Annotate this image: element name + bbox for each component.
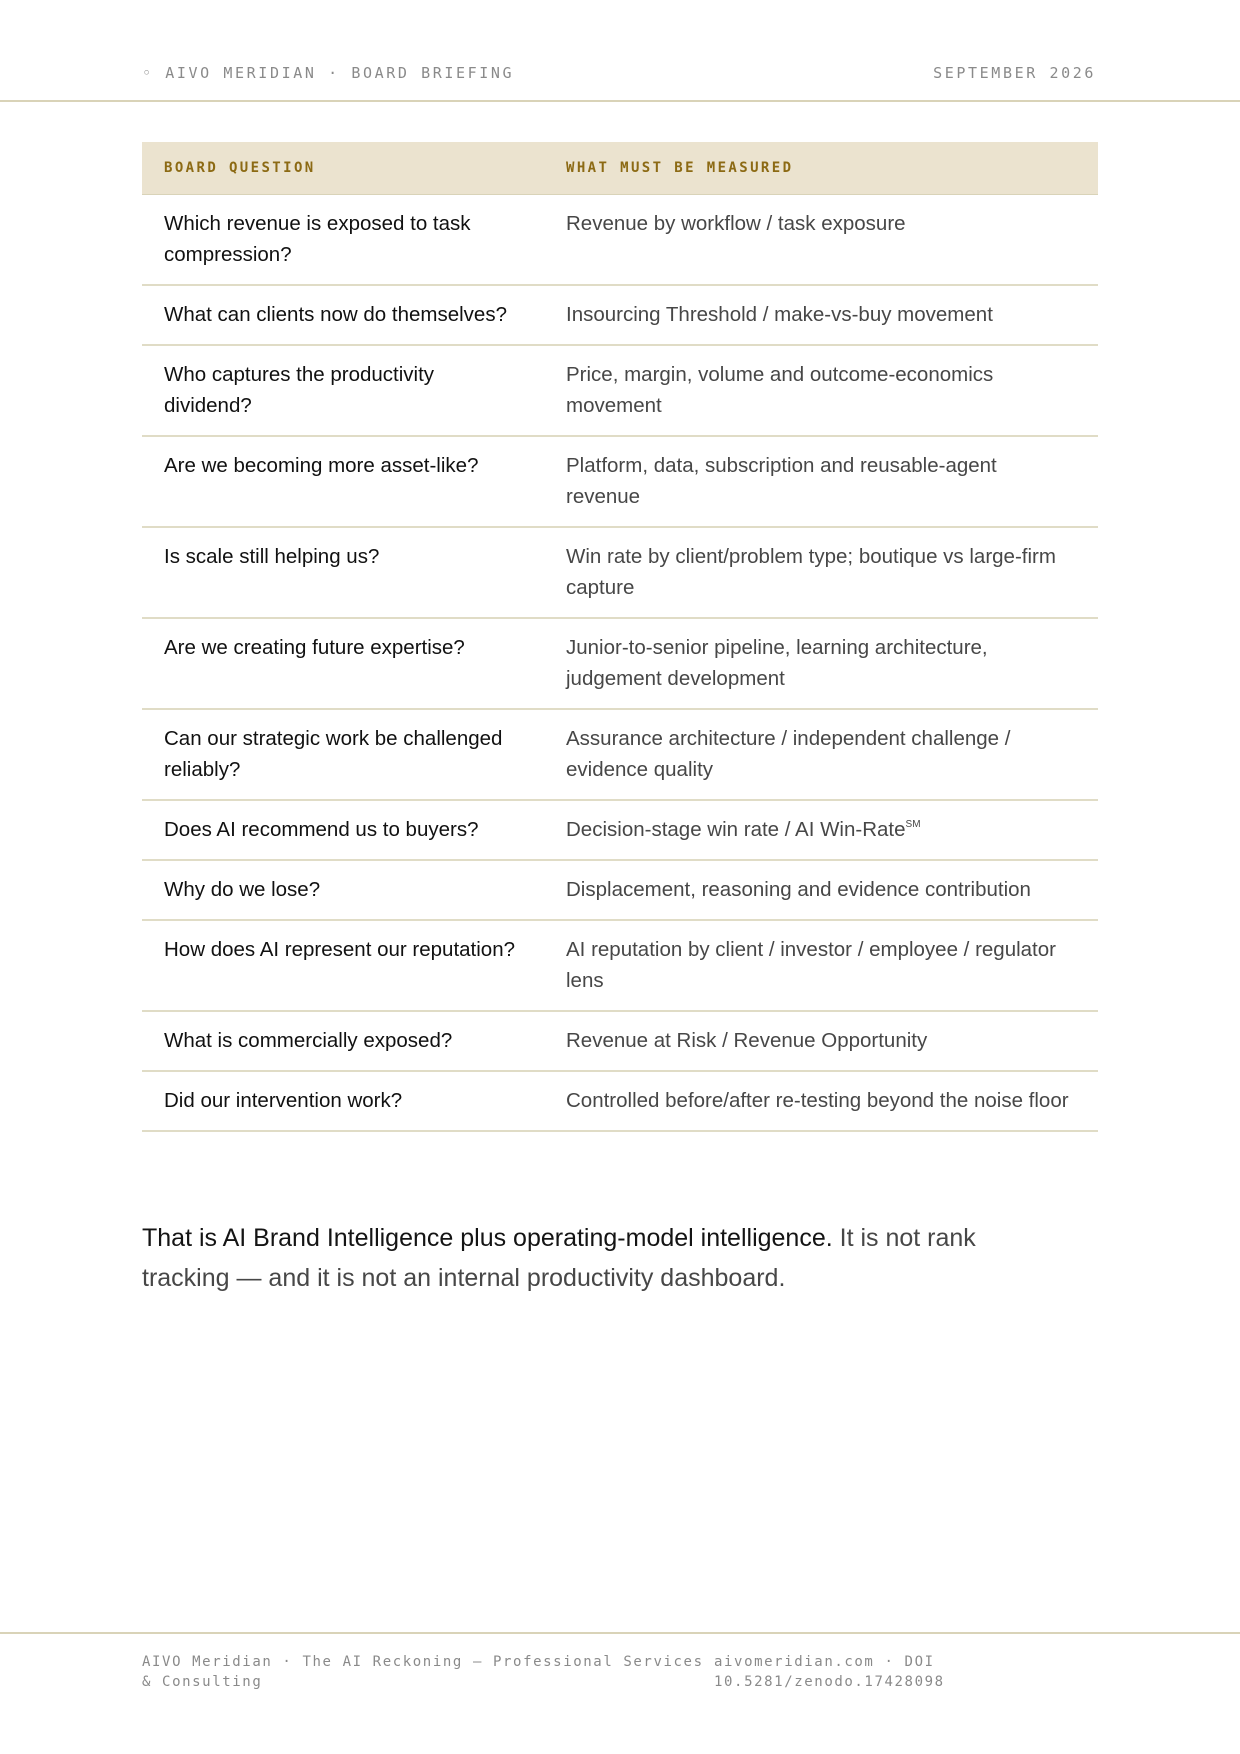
- table-row: [142, 1071, 1098, 1131]
- service-mark-superscript: SM: [905, 819, 921, 830]
- measure-text: Displacement, reasoning and evidence contribution: [566, 878, 1031, 901]
- page-header: [0, 0, 1240, 102]
- measure-text: Revenue by workflow / task exposure: [566, 212, 906, 235]
- measure-text: Controlled before/after re-testing beyond the noise floor: [566, 1089, 1069, 1112]
- table-row: [142, 860, 1098, 920]
- measure-text: Assurance architecture / independent challenge / evidence quality: [566, 727, 1011, 781]
- measure-cell: [544, 345, 1098, 436]
- measure-cell: [544, 436, 1098, 527]
- table-row: [142, 1011, 1098, 1071]
- table-row: [142, 285, 1098, 345]
- board-question-cell: How does AI represent our reputation?: [142, 920, 544, 1011]
- summary-text: It is not rank tracking — and it is not an internal productivity dashboard.: [142, 1224, 976, 1292]
- table-header-row: [142, 142, 1098, 195]
- measure-text: Platform, data, subscription and reusable-agent revenue: [566, 454, 997, 508]
- measure-text: AI reputation by client / investor / employee / regulator lens: [566, 938, 1056, 992]
- measure-cell: [544, 709, 1098, 800]
- board-question-cell: Does AI recommend us to buyers?: [142, 800, 544, 860]
- board-question-cell: Are we creating future expertise?: [142, 618, 544, 709]
- table-row: [142, 618, 1098, 709]
- board-question-cell: What can clients now do themselves?: [142, 285, 544, 345]
- summary-emphasis: That is AI Brand Intelligence plus operating-model intelligence.: [142, 1224, 833, 1252]
- table-row: [142, 920, 1098, 1011]
- table-row: [142, 709, 1098, 800]
- measure-cell: [544, 527, 1098, 618]
- column-header-what-must-be-measured: WHAT MUST BE MEASURED: [544, 142, 1098, 195]
- table-row: [142, 195, 1098, 286]
- table-row: [142, 800, 1098, 860]
- measure-cell: [544, 285, 1098, 345]
- header-brand: ◦ AIVO MERIDIAN · BOARD BRIEFING: [142, 64, 515, 82]
- summary-paragraph: [142, 1218, 1042, 1298]
- table-row: [142, 345, 1098, 436]
- board-question-table: [142, 142, 1098, 1132]
- measure-text: Junior-to-senior pipeline, learning architecture, judgement development: [566, 636, 988, 690]
- measure-cell: [544, 195, 1098, 286]
- measure-text: Price, margin, volume and outcome-economics movement: [566, 363, 994, 417]
- measure-cell: [544, 1011, 1098, 1071]
- table-body: [142, 195, 1098, 1132]
- board-question-cell: Is scale still helping us?: [142, 527, 544, 618]
- measure-text: Insourcing Threshold / make-vs-buy movement: [566, 303, 993, 326]
- board-question-cell: Why do we lose?: [142, 860, 544, 920]
- board-question-cell: Can our strategic work be challenged reliably?: [142, 709, 544, 800]
- measure-text: Decision-stage win rate / AI Win-Rate: [566, 818, 906, 841]
- measure-cell: [544, 1071, 1098, 1131]
- column-header-board-question: BOARD QUESTION: [142, 142, 544, 195]
- measure-cell: [544, 860, 1098, 920]
- board-question-cell: Are we becoming more asset-like?: [142, 436, 544, 527]
- measure-cell: [544, 920, 1098, 1011]
- measure-cell: [544, 618, 1098, 709]
- header-date: SEPTEMBER 2026: [933, 64, 1096, 82]
- board-question-cell: Which revenue is exposed to task compression?: [142, 195, 544, 286]
- table-row: [142, 436, 1098, 527]
- board-question-cell: What is commercially exposed?: [142, 1011, 544, 1071]
- footer-publication: AIVO Meridian · The AI Reckoning — Professional Services & Consulting: [142, 1654, 704, 1690]
- measurement-table: [142, 142, 1098, 1132]
- page-footer: [0, 1632, 1240, 1690]
- measure-text: Win rate by client/problem type; boutique vs large-firm capture: [566, 545, 1056, 599]
- footer-website-doi: aivomeridian.com · DOI 10.5281/zenodo.17428098: [714, 1654, 945, 1690]
- measure-text: Revenue at Risk / Revenue Opportunity: [566, 1029, 928, 1052]
- board-question-cell: Did our intervention work?: [142, 1071, 544, 1131]
- board-question-cell: Who captures the productivity dividend?: [142, 345, 544, 436]
- table-row: [142, 527, 1098, 618]
- measure-cell: [544, 800, 1098, 860]
